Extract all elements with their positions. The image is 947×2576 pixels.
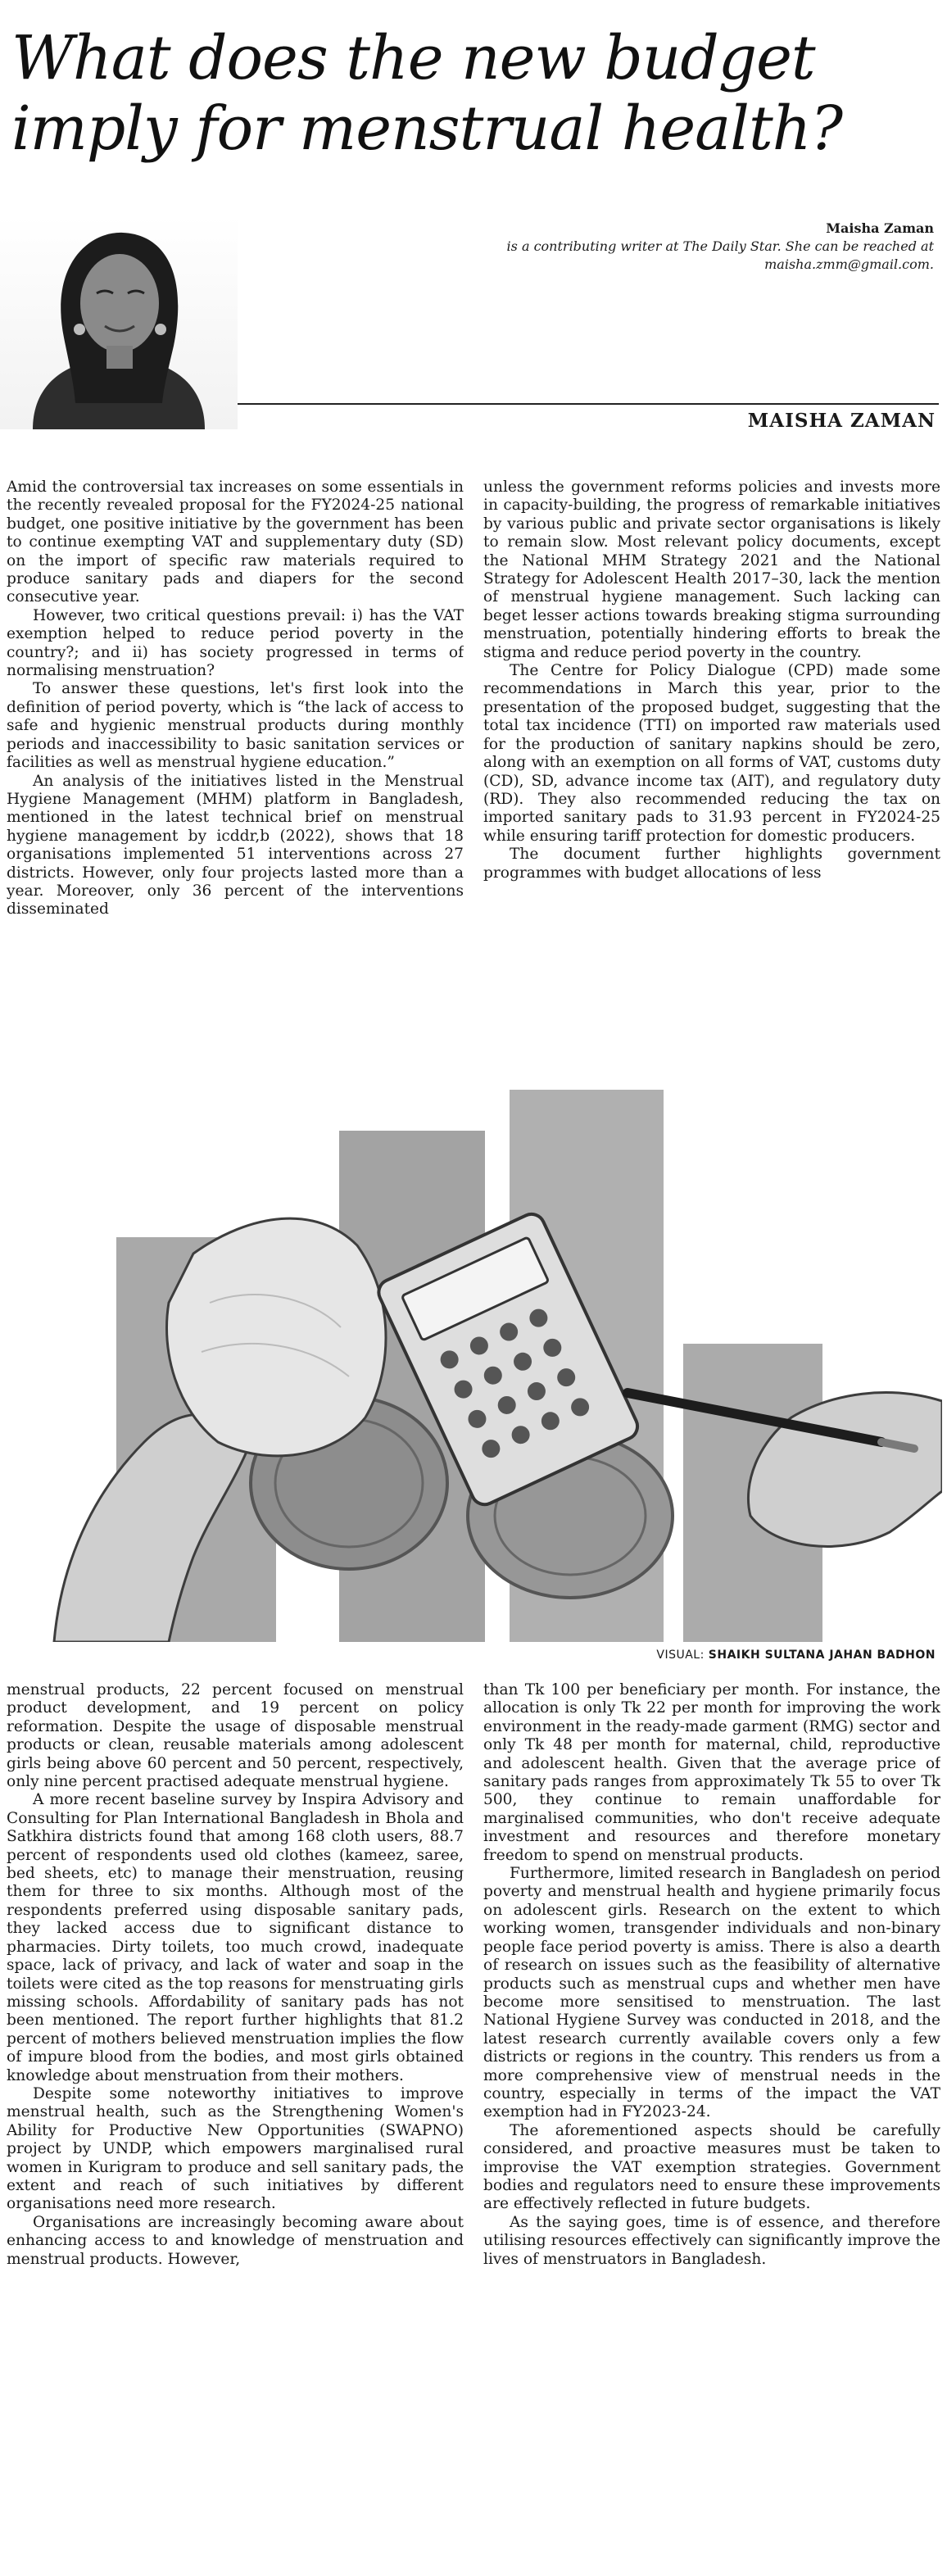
paragraph: The document further highlights government programmes with budget allocations of less bbox=[483, 846, 940, 882]
body-column-3 bbox=[7, 1681, 464, 2571]
paragraph: Furthermore, limited research in Bangladesh on period poverty and menstrual health and hygiene primarily focus on adolescent girls. Research on the extent to which working women, transgender individuals and non-binary people face period poverty is amiss. There is also a dearth of research on issues such as the feasibility of alternative products such as menstrual cups and whether men have become more sensitised to menstruation. The last National Hygiene Survey was conducted in 2018, and the latest research currently available covers only a few districts or regions in the country. This renders us from a more comprehensive view of menstrual needs in the country, especially in terms of the impact the VAT exemption had in FY2023-24. bbox=[483, 1865, 940, 2121]
sanitary-pad-icon bbox=[167, 1218, 387, 1456]
author-portrait bbox=[0, 215, 238, 429]
author-bio-name: Maisha Zaman bbox=[826, 220, 934, 236]
byline-divider bbox=[238, 403, 939, 405]
paragraph: Organisations are increasingly becoming aware about enhancing access to and knowledge of menstruation and menstrual products. However, bbox=[7, 2213, 464, 2268]
visual-credit-label: VISUAL: bbox=[656, 1649, 705, 1662]
body-column-2 bbox=[483, 478, 940, 1019]
paragraph: menstrual products, 22 percent focused on menstrual product development, and 19 percent on policy reformation. Despite the usage of disposable menstrual products or clean, reusable materials among adolescent girls being above 60 percent and 50 percent, respectively, only nine percent practised adequate menstrual hygiene. bbox=[7, 1681, 464, 1791]
visual-credit bbox=[656, 1649, 936, 1662]
body-column-4 bbox=[483, 1681, 940, 2571]
paragraph: The aforementioned aspects should be carefully considered, and proactive measures must be taken to improvise the VAT exemption strategies. Government bodies and regulators need to ensure these improvements are effectively reflected in future budgets. bbox=[483, 2121, 940, 2213]
body-column-1 bbox=[7, 478, 464, 1016]
paragraph: than Tk 100 per beneficiary per month. For instance, the allocation is only Tk 22 per month for improving the work environment in the ready-made garment (RMG) sector and only Tk 48 per month for maternal, child, reproductive and adolescent health. Given that the average price of sanitary pads ranges from approximately Tk 55 to over Tk 500, they continue to remain unaffordable for marginalised communities, who don't receive adequate investment and resources and therefore monetary freedom to spend on menstrual products. bbox=[483, 1681, 940, 1864]
paragraph: However, two critical questions prevail: i) has the VAT exemption helped to reduce period poverty in the country?; and ii) has society progressed in terms of normalising menstruation? bbox=[7, 606, 464, 680]
paragraph: unless the government reforms policies and invests more in capacity-building, the progress of remarkable initiatives by various public and private sector organisations is likely to remain slow. Most relevant policy documents, except the National MHM Strategy 2021 and the National Strategy for Adolescent Health 2017–30, lack the mention of menstrual hygiene management. Such lacking can beget lesser actions towards breaking stigma surrounding menstruation, potentially hindering efforts to break the stigma and reduce period poverty in the country. bbox=[483, 478, 940, 661]
visual-credit-name: SHAIKH SULTANA JAHAN BADHON bbox=[708, 1649, 936, 1662]
byline: MAISHA ZAMAN bbox=[747, 410, 936, 432]
paragraph: Amid the controversial tax increases on some essentials in the recently revealed proposal for the FY2024-25 national budget, one positive initiative by the government has been to continue exempting VAT and supplementary duty (SD) on the import of specific raw materials required to produce sanitary pads and diapers for the second consecutive year. bbox=[7, 478, 464, 606]
paragraph: A more recent baseline survey by Inspira Advisory and Consulting for Plan International Bangladesh in Bhola and Satkhira districts found that among 168 cloth users, 88.7 percent of respondents used old clothes (kameez, saree, bed sheets, etc) to manage their menstruation, reusing them for three to six months. Although most of the respondents preferred using disposable sanitary pads, they lacked access due to significant distance to pharmacies. Dirty toilets, too much crowd, inadequate space, lack of privacy, and lack of water and soap in the toilets were cited as the top reasons for menstruating girls missing schools. Affordability of sanitary pads has not been mentioned. The report further highlights that 81.2 percent of mothers believed menstruation implies the flow of impure blood from the bodies, and most girls obtained knowledge about menstruation from their mothers. bbox=[7, 1791, 464, 2084]
paragraph: To answer these questions, let's first look into the definition of period poverty, which is “the lack of access to safe and hygienic menstrual products during monthly periods and inaccessibility to basic sanitation services or facilities as well as menstrual hygiene education.” bbox=[7, 680, 464, 772]
paragraph: An analysis of the initiatives listed in the Menstrual Hygiene Management (MHM) platform in Bangladesh, mentioned in the latest technical brief on menstrual hygiene management by icddr,b (2022), shows that 18 organisations implemented 51 interventions across 27 districts. However, only four projects lasted more than a year. Moreover, only 36 percent of the interventions disseminated bbox=[7, 772, 464, 918]
headline: What does the new budget imply for menstrual health? bbox=[11, 23, 843, 164]
illustration bbox=[5, 1057, 942, 1642]
paragraph: The Centre for Policy Dialogue (CPD) made some recommendations in March this year, prior to the presentation of the proposed budget, suggesting that the total tax incidence (TTI) on imported raw materials used for the production of sanitary napkins should be zero, along with an exemption on all forms of VAT, customs duty (CD), SD, advance income tax (AIT), and regulatory duty (RD). They also recommended reducing the tax on imported sanitary pads to 31.93 percent in FY2024-25 while ensuring tariff protection for domestic producers. bbox=[483, 662, 940, 845]
author-bio bbox=[475, 220, 934, 274]
paragraph: As the saying goes, time is of essence, and therefore utilising resources effectively can significantly improve the lives of menstruators in Bangladesh. bbox=[483, 2213, 940, 2268]
paragraph: Despite some noteworthy initiatives to improve menstrual health, such as the Strengthening Women's Ability for Productive New Opportunities (SWAPNO) project by UNDP, which empowers marginalised rural women in Kurigram to produce and sell sanitary pads, the extent and reach of such initiatives by different organisations need more research. bbox=[7, 2084, 464, 2213]
author-bio-text: is a contributing writer at The Daily Star. She can be reached at maisha.zmm@gmail.com. bbox=[506, 238, 934, 272]
